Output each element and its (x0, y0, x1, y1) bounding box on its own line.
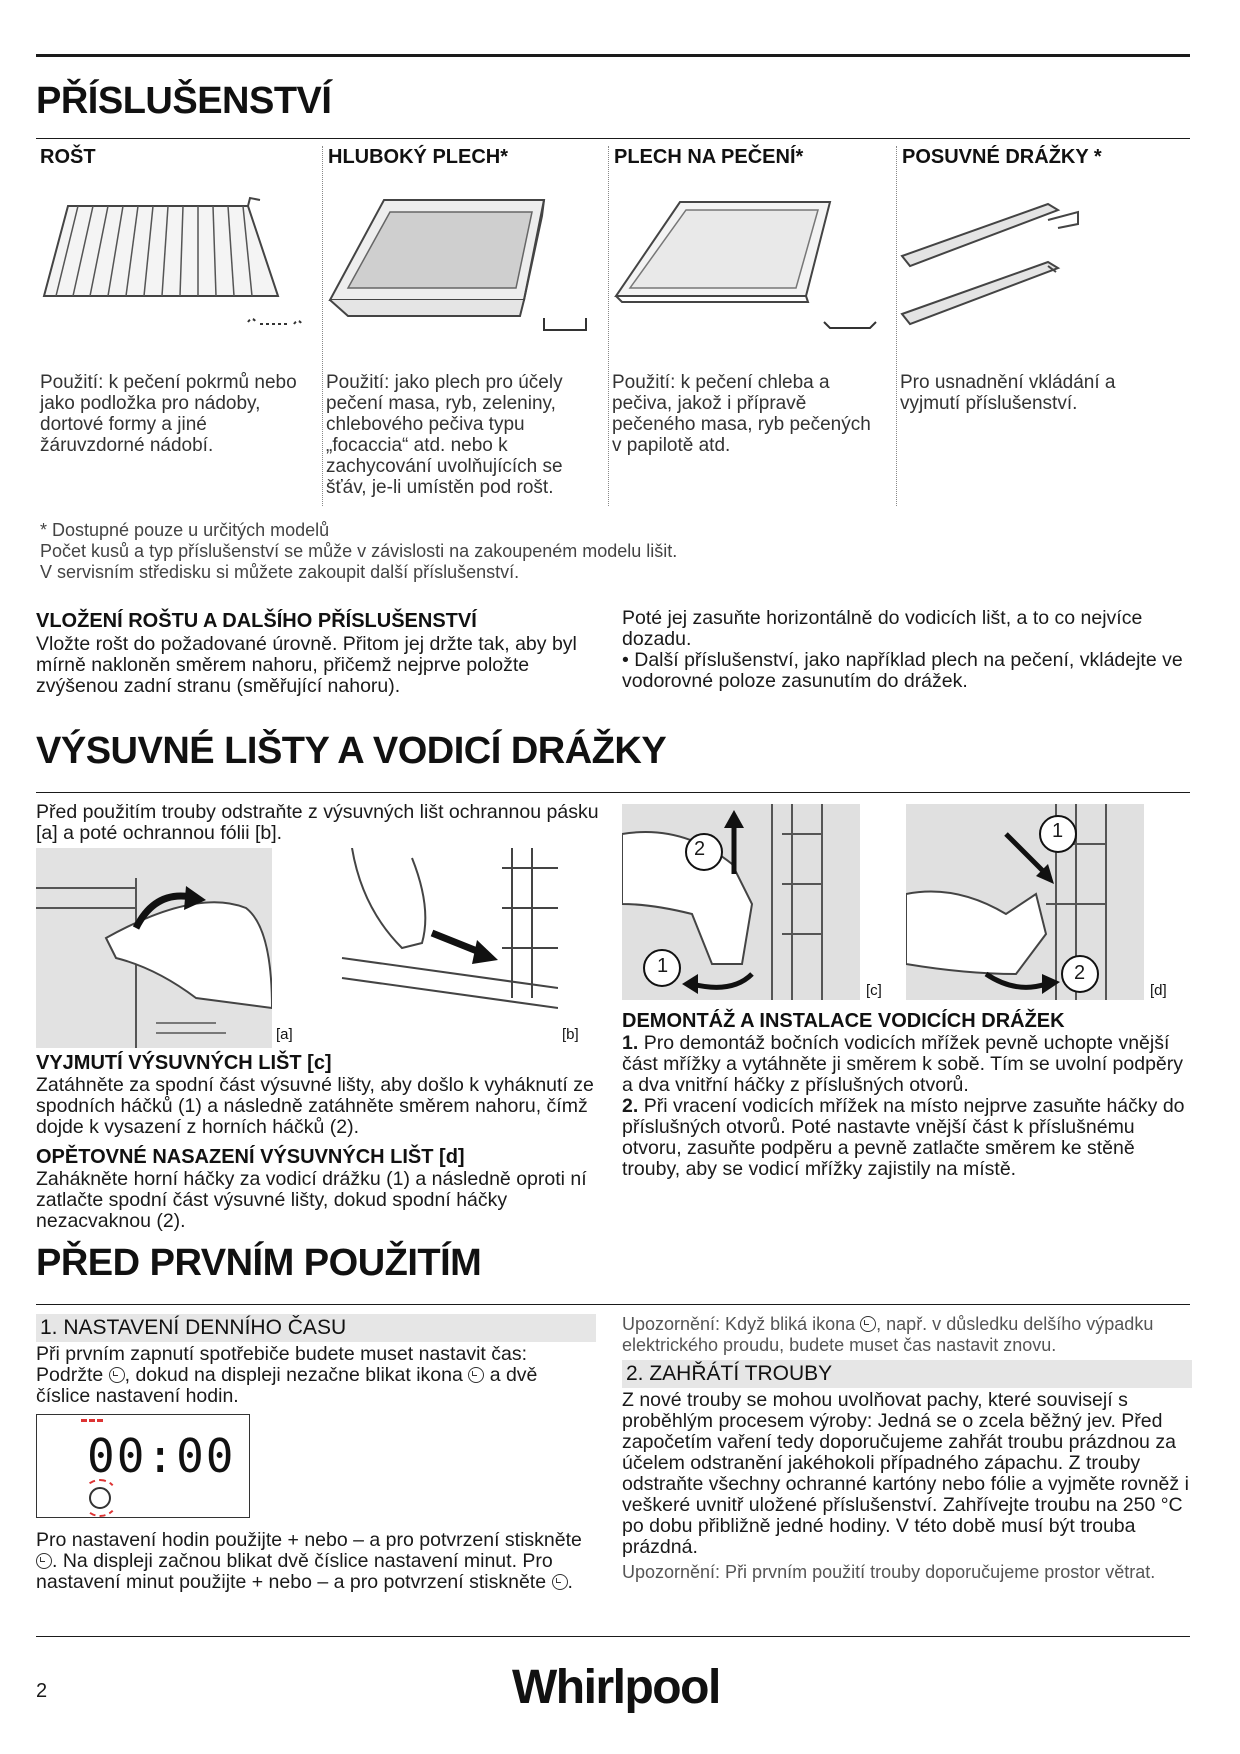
time-warning (622, 1314, 1192, 1356)
deep-tray-illustration (324, 192, 600, 338)
figure-d-rail-refit (906, 804, 1144, 1000)
insert-right-para: • Další příslušenství, jako například plech na pečení, vkládejte ve vodorovné poloze zasunutím do drážek. (622, 649, 1183, 692)
text-run: a pro potvrzení stiskněte (369, 1529, 582, 1551)
insert-left-text: Vložte rošt do požadované úrovně. Přitom jej držte tak, aby byl mírně nakloněn směrem nahoru, přičemž nejprve položte zvýšenou zadní stranu (směřující nahoru). (36, 633, 577, 697)
step-num: 2. (622, 1095, 639, 1117)
step-number: 1 (1052, 820, 1064, 842)
ventilation-warning: Upozornění: Při prvním použití trouby doporučujeme prostor větrat. (622, 1562, 1156, 1582)
accessories-notes (40, 520, 677, 583)
sliding-runners-description: Pro usnadnění vkládání a vyjmutí příslušenství. (900, 372, 1116, 414)
plus-symbol: + (287, 1529, 299, 1551)
text-run: a dvě číslice nastavení hodin. (36, 1364, 538, 1407)
baking-tray-description: Použití: k pečení chleba a pečiva, jakož i přípravě pečeného masa, ryb pečených v papilotě atd. (612, 372, 871, 456)
figure-a-label: [a] (276, 1026, 293, 1043)
remove-text: Zatáhněte za spodní část výsuvné lišty, aby došlo k vyháknutí ze spodních háčků (1) a následně zatáhněte směrem nahoru, čímž dojde k vysazení z horních háčků (2). (36, 1074, 594, 1138)
baking-tray-illustration (610, 196, 886, 336)
clock-icon (860, 1316, 876, 1332)
refit-heading: OPĚTOVNÉ NASAZENÍ VÝSUVNÝCH LIŠT [d] (36, 1146, 465, 1168)
step-number: 2 (694, 838, 706, 860)
col-heading-deep-tray: HLUBOKÝ PLECH* (328, 146, 509, 168)
set-time-text-1 (36, 1344, 596, 1407)
remove-heading: VYJMUTÍ VÝSUVNÝCH LIŠT [c] (36, 1052, 332, 1074)
top-rule (36, 54, 1190, 57)
col-divider (896, 146, 897, 506)
clock-icon (552, 1574, 568, 1590)
note-line: Počet kusů a typ příslušenství se může v závislosti na zakoupeném modelu lišit. (40, 541, 678, 561)
set-time-heading: 1. NASTAVENÍ DENNÍHO ČASU (36, 1314, 596, 1342)
figure-c-label: [c] (866, 982, 882, 999)
rails-left-column (36, 1052, 606, 1232)
step-text: Při vracení vodicích mřížek na místo nejprve zasuňte háčky do příslušných otvorů. Poté nastavte vnější část k příslušnému otvoru, zasuňte podpěru a pevně zatlačte směrem ke stěně trouby, aby se vodicí mřížky zajistily na místě. (622, 1095, 1185, 1180)
col-divider (608, 146, 609, 506)
note-line: * Dostupné pouze u určitých modelů (40, 520, 330, 540)
rails-rule (36, 792, 1190, 793)
accessories-rule (36, 138, 1190, 139)
clock-icon (109, 1367, 125, 1383)
accessories-title: PŘÍSLUŠENSTVÍ (36, 80, 332, 122)
step-number: 1 (657, 955, 669, 977)
sliding-runners-illustration (898, 196, 1084, 326)
rails-title: VÝSUVNÉ LIŠTY A VODICÍ DRÁŽKY (36, 730, 667, 772)
footer-rule (36, 1636, 1190, 1637)
rack-description: Použití: k pečení pokrmů nebo jako podložka pro nádoby, dortové formy a jiné žáruvzdorné nádobí. (40, 372, 297, 456)
guides-heading: DEMONTÁŽ A INSTALACE VODICÍCH DRÁŽEK (622, 1010, 1065, 1032)
deep-tray-description: Použití: jako plech pro účely pečení masa, ryb, zeleniny, chlebového pečiva typu „focaccia“ atd. nebo k zachycování uvolňujících se šťáv, je-li umístěn pod rošt. (326, 372, 563, 498)
text-run: nebo (304, 1529, 348, 1551)
step-num: 1. (622, 1032, 639, 1054)
refit-text: Zahákněte horní háčky za vodicí drážku (1) a následně oproti ní zatlačte spodní část výsuvné lišty, dokud spodní háčky nezacvaknou (2). (36, 1168, 587, 1232)
text-run: nebo (268, 1571, 312, 1593)
first-use-left-column (36, 1314, 596, 1407)
insert-right-para: Poté jej zasuňte horizontálně do vodicích lišt, a to co nejvíce dozadu. (622, 607, 1143, 650)
text-run: . (567, 1571, 573, 1593)
blink-indicator (81, 1479, 119, 1517)
clock-icon (36, 1553, 52, 1569)
col-heading-sliding-runners: POSUVNÉ DRÁŽKY * (902, 146, 1102, 168)
text-run: Pro nastavení hodin použijte (36, 1529, 283, 1551)
preheat-heading: 2. ZAHŘÁTÍ TROUBY (622, 1360, 1192, 1388)
text-run: , např. v důsledku delšího výpadku elektrického proudu, budete muset čas nastavit znovu. (622, 1314, 1154, 1355)
text-run: Při prvním zapnutí spotřebiče budete muset nastavit čas: Podržte (36, 1343, 527, 1386)
text-run: . Na displeji začnou blikat dvě číslice nastavení minut. Pro nastavení minut použijte (36, 1550, 553, 1593)
figure-b-foil-removal (322, 848, 558, 1048)
figure-d-label: [d] (1150, 982, 1167, 999)
guides-step-1 (622, 1033, 1192, 1096)
plus-symbol: + (251, 1571, 264, 1593)
insert-heading: VLOŽENÍ ROŠTU A DALŠÍHO PŘÍSLUŠENSTVÍ (36, 610, 477, 632)
rails-intro: Před použitím trouby odstraňte z výsuvných lišt ochrannou pásku [a] a poté ochrannou fólii [b]. (36, 801, 599, 844)
figure-a-tape-removal (36, 848, 272, 1048)
preheat-text: Z nové trouby se mohou uvolňovat pachy, které souvisejí s proběhlým procesem výroby: Jedná se o zcela běžný jev. Před započetím vaření tedy doporučujeme zahřát troubu prázdnou za účelem odstranění jakéhokoli případného zápachu. Z trouby odstraňte všechny ochranné kartóny nebo fólie a vyjměte rovněž i veškeré uvnitř uložené příslušenství. Zahřívejte troubu na 250 °C po dobu přibližně jedné hodiny. V této době musí být trouba prázdná. (622, 1389, 1189, 1558)
col-heading-rack: ROŠT (40, 146, 96, 168)
page-number: 2 (36, 1680, 48, 1702)
text-run: a pro potvrzení stiskněte (333, 1571, 547, 1593)
display-digits: 00:00 (87, 1429, 236, 1483)
blink-indicator (81, 1419, 103, 1428)
first-use-rule (36, 1304, 1190, 1305)
text-run: , dokud na displeji nezačne blikat ikona (124, 1364, 463, 1386)
clock-display (36, 1414, 250, 1518)
guides-step-2 (622, 1096, 1192, 1180)
col-divider (322, 146, 323, 506)
first-use-right-column (622, 1314, 1192, 1583)
set-time-text-2 (36, 1530, 596, 1593)
minus-symbol: – (353, 1529, 364, 1551)
text-run: Upozornění: Když bliká ikona (622, 1314, 856, 1334)
clock-icon (468, 1367, 484, 1383)
rails-right-column (622, 1010, 1192, 1180)
wire-rack-illustration (38, 196, 308, 336)
note-line: V servisním středisku si můžete zakoupit další příslušenství. (40, 562, 520, 582)
insert-right-text (622, 608, 1192, 692)
whirlpool-logo: Whirlpool (512, 1661, 720, 1714)
step-number: 2 (1074, 962, 1086, 984)
step-text: Pro demontáž bočních vodicích mřížek pevně uchopte vnější část mřížky a vytáhněte ji směrem k sobě. Tím se uvolní podpěry a dva vnitřní háčky z příslušných otvorů. (622, 1032, 1184, 1096)
col-heading-baking-tray: PLECH NA PEČENÍ* (614, 146, 804, 168)
minus-symbol: – (317, 1571, 329, 1593)
figure-b-label: [b] (562, 1026, 579, 1043)
first-use-title: PŘED PRVNÍM POUŽITÍM (36, 1242, 482, 1284)
